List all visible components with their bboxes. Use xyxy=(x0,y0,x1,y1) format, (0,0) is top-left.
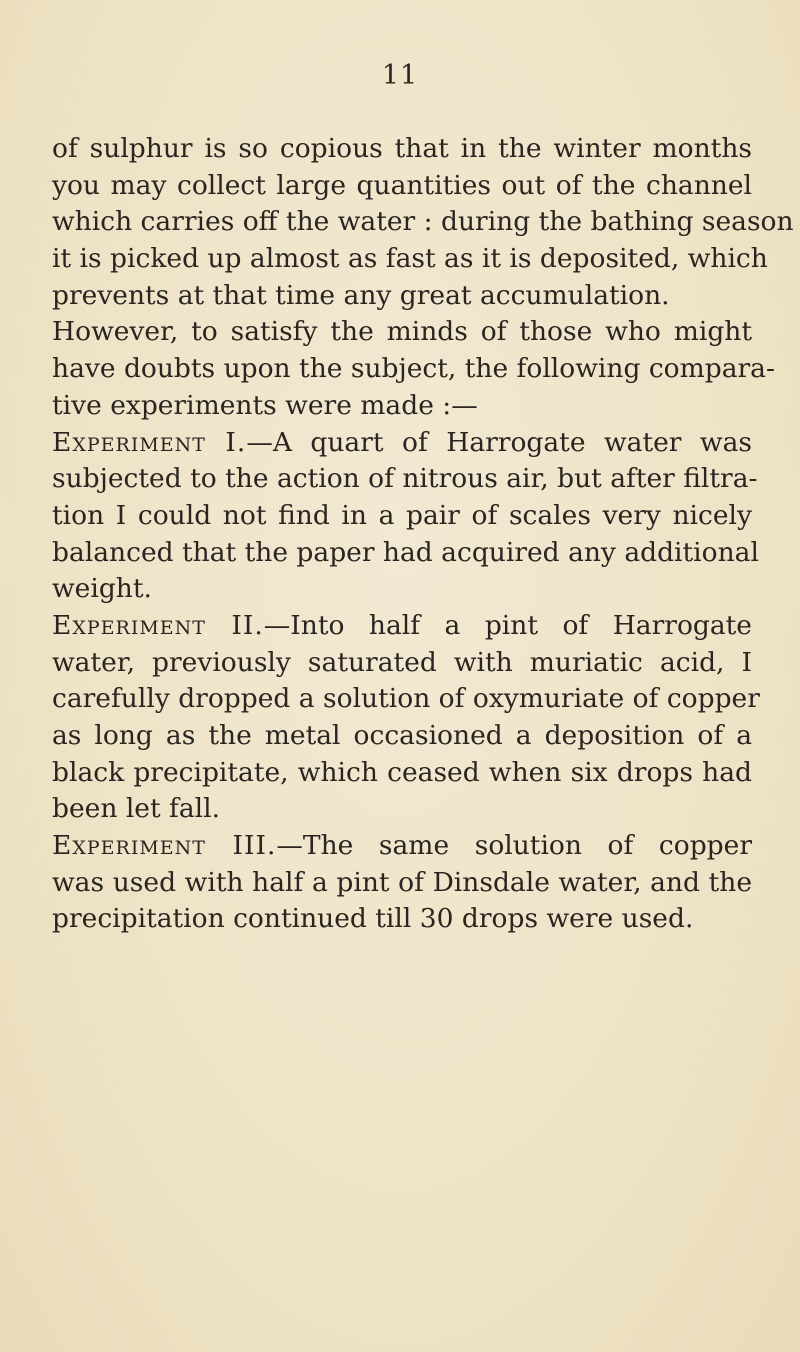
text-line: water, previously saturated with muriatic acid, I xyxy=(52,646,752,678)
text-line: which carries off the water : during the bathing season xyxy=(52,206,794,238)
text-line: was used with half a pint of Dinsdale water, and the xyxy=(52,866,752,898)
text-line: black precipitate, which ceased when six drops had xyxy=(52,756,752,788)
text-line: carefully dropped a solution of oxymuriate of copper xyxy=(52,683,760,715)
experiment-heading: Experiment I. xyxy=(52,426,247,458)
page-number: 11 xyxy=(381,60,419,91)
experiment-3-first-line xyxy=(52,828,752,865)
text-line: weight. xyxy=(52,573,152,605)
text-line: balanced that the paper had acquired any additional xyxy=(52,536,759,568)
text-line: as long as the metal occasioned a deposition of a xyxy=(52,720,752,751)
text-line: prevents at that time any great accumulation. xyxy=(52,279,670,311)
text-line: have doubts upon the subject, the following compara- xyxy=(52,353,775,385)
text-line: it is picked up almost as fast as it is deposited, which xyxy=(52,243,768,275)
text-line: of sulphur is so copious that in the winter months xyxy=(52,133,752,164)
experiment-1-first-line xyxy=(52,425,752,462)
text-run: —Into half a pint of Harrogate xyxy=(263,609,752,641)
body-text xyxy=(52,131,794,938)
text-line: tion I could not find in a pair of scales very nicely xyxy=(52,499,752,531)
text-line: However, to satisfy the minds of those who might xyxy=(52,316,752,348)
text-run: —A quart of Harrogate water was xyxy=(246,426,752,458)
experiment-heading: Experiment II. xyxy=(52,609,264,641)
experiment-heading: Experiment III. xyxy=(52,830,277,862)
experiment-2-first-line xyxy=(52,608,752,645)
text-line: precipitation continued till 30 drops were used. xyxy=(52,903,694,935)
text-run: —The same solution of copper xyxy=(276,830,752,862)
text-line: you may collect large quantities out of the channel xyxy=(52,169,752,201)
text-line: subjected to the action of nitrous air, but after filtra- xyxy=(52,463,758,495)
text-line: tive experiments were made :— xyxy=(52,389,478,421)
text-line: been let fall. xyxy=(52,793,221,825)
